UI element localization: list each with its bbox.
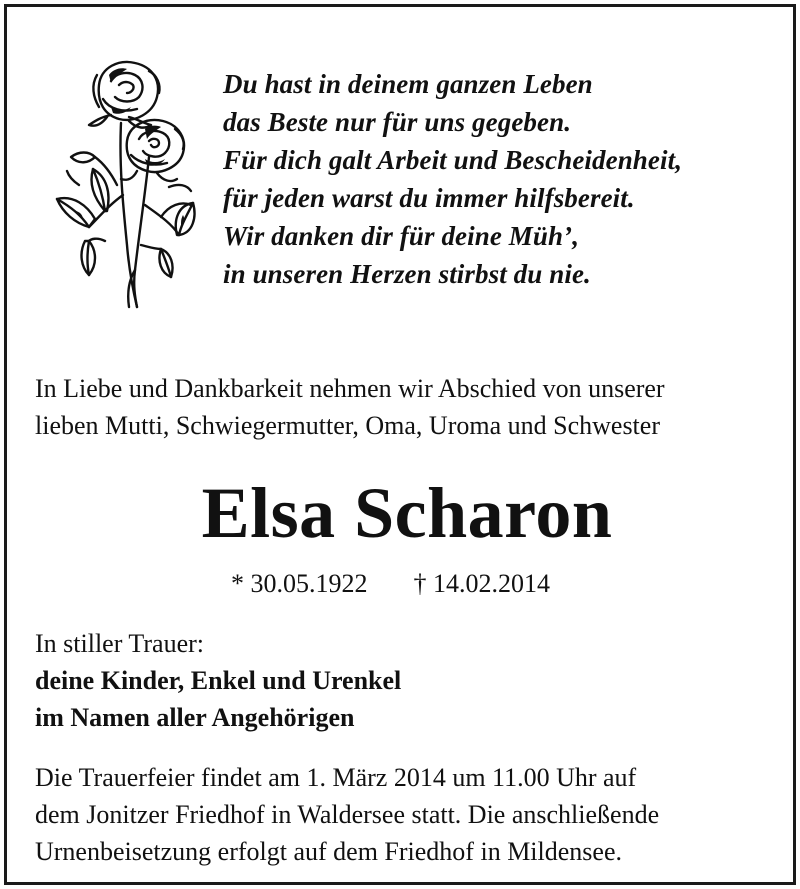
mourners-line: im Namen aller Angehörigen [35,703,355,732]
funeral-notice [35,759,780,870]
poem [223,65,783,293]
life-dates [231,567,550,601]
birth-date: * 30.05.1922 [231,569,368,598]
poem-line: das Beste nur für uns gegeben. [223,107,572,137]
death-date: † 14.02.2014 [413,569,550,598]
mourners-label: In stiller Trauer: [35,629,204,658]
mourners [35,625,785,736]
funeral-line: Urnenbeisetzung erfolgt auf dem Friedhof in Mildensee. [35,837,622,866]
poem-line: in unseren Herzen stirbst du nie. [223,259,591,289]
poem-line: Wir danken dir für deine Müh’, [223,221,580,251]
rose-icon [49,45,199,311]
funeral-line: dem Jonitzer Friedhof in Waldersee statt. Die anschließende [35,800,660,829]
poem-line: für jeden warst du immer hilfsbereit. [223,183,635,213]
funeral-line: Die Trauerfeier findet am 1. März 2014 um 11.00 Uhr auf [35,763,637,792]
deceased-name: Elsa Scharon [201,473,613,553]
intro-line: lieben Mutti, Schwiegermutter, Oma, Uroma und Schwester [35,411,660,440]
farewell-intro [35,370,785,444]
intro-line: In Liebe und Dankbarkeit nehmen wir Abschied von unserer [35,374,665,403]
poem-line: Für dich galt Arbeit und Bescheidenheit, [223,145,683,175]
mourners-line: deine Kinder, Enkel und Urenkel [35,666,402,695]
obituary-frame [4,4,796,885]
poem-line: Du hast in deinem ganzen Leben [223,69,593,99]
